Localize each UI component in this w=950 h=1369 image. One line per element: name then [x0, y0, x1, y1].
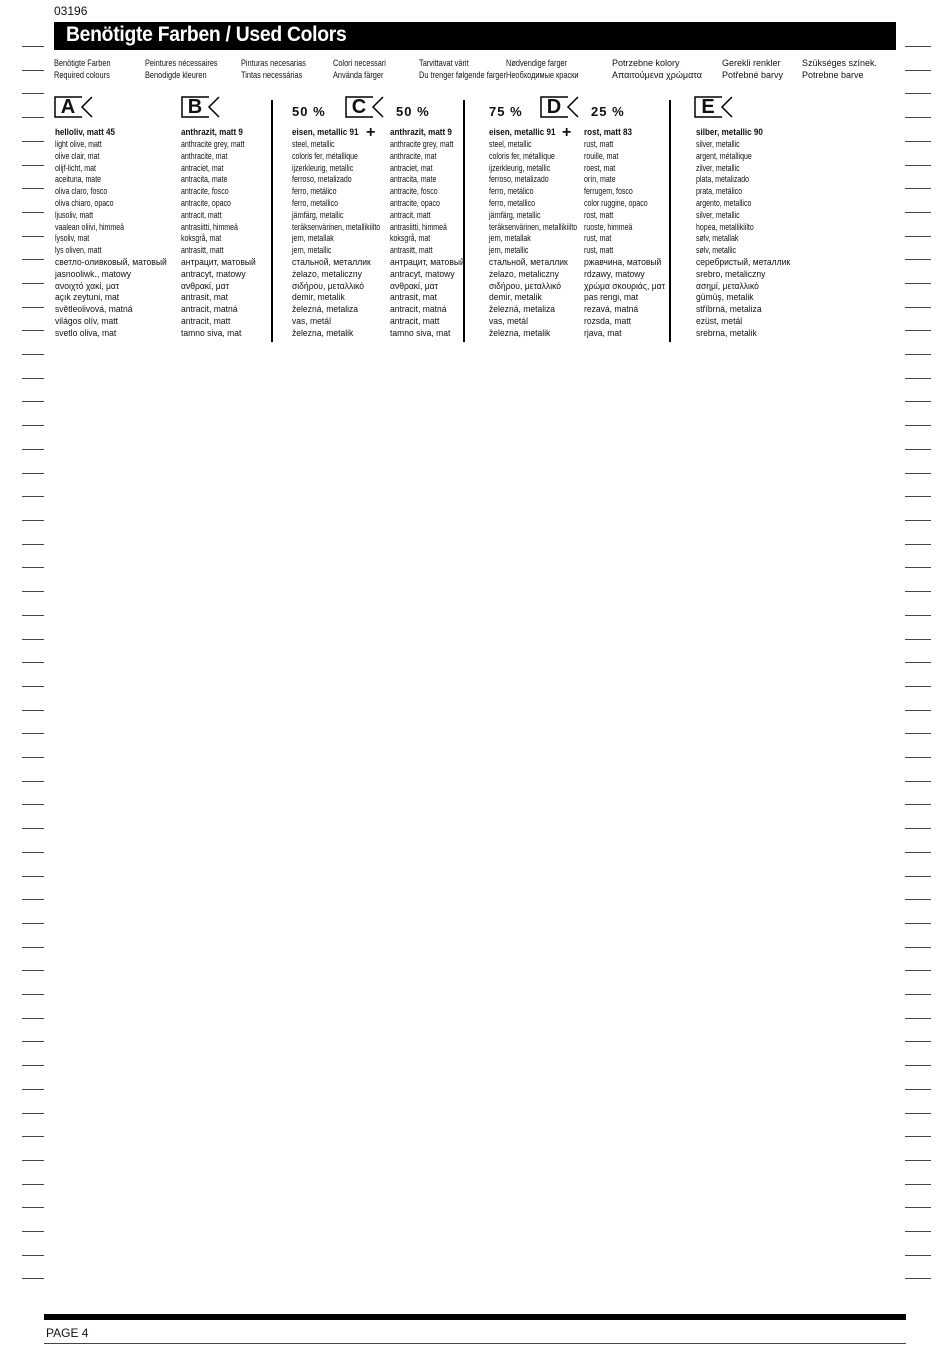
- header-lang-col-8: [722, 57, 783, 81]
- margin-tick: [22, 615, 44, 616]
- margin-tick: [22, 283, 44, 284]
- margin-tick: [905, 283, 931, 284]
- color-translation: coloris fer, métallique: [489, 150, 555, 161]
- color-translation: ferroso, metalizado: [292, 174, 352, 185]
- color-translation: lys oliven, matt: [55, 245, 102, 256]
- color-translation: sølv, metallak: [696, 233, 739, 244]
- header-lang-col-6: [506, 57, 594, 81]
- margin-tick: [22, 686, 44, 687]
- margin-tick: [22, 70, 44, 71]
- margin-tick: [905, 1184, 931, 1185]
- mix-percent-c-left: 50 %: [292, 104, 326, 119]
- margin-tick: [905, 307, 931, 308]
- badge-letter: E: [701, 96, 715, 118]
- margin-tick: [905, 1255, 931, 1256]
- header-lang-text: Required colours: [54, 70, 110, 80]
- margin-tick: [905, 141, 931, 142]
- margin-tick: [905, 639, 931, 640]
- color-translation: antracyt, matowy: [181, 268, 246, 279]
- color-badge-b: [181, 96, 221, 118]
- color-translation: ruoste, himmeä: [584, 221, 633, 232]
- color-translation: antracite, opaco: [181, 197, 231, 208]
- color-translation: rust, matt: [584, 139, 614, 149]
- margin-tick: [22, 165, 44, 166]
- color-translation: argento, metallico: [696, 197, 752, 208]
- color-translation: gümüş, metalik: [696, 292, 754, 303]
- margin-tick: [22, 93, 44, 94]
- margin-tick: [905, 401, 931, 402]
- color-translation: vaalean oliivi, himmeä: [55, 221, 125, 232]
- color-translation: aceituna, mate: [55, 174, 102, 185]
- color-translation: teräksenvärinen, metallikiilto: [489, 221, 578, 232]
- margin-tick: [22, 117, 44, 118]
- margin-tick: [905, 70, 931, 71]
- margin-tick: [22, 1089, 44, 1090]
- color-translation: antrasiitti, himmeä: [390, 221, 447, 232]
- margin-tick: [905, 757, 931, 758]
- margin-tick: [905, 165, 931, 166]
- color-translation: ανθρακί, ματ: [390, 280, 438, 291]
- margin-tick: [905, 876, 931, 877]
- color-translation: világos olív, matt: [55, 315, 119, 326]
- color-translation: demir, metalik: [292, 292, 345, 303]
- color-translation: jern, metallak: [489, 233, 531, 244]
- margin-tick: [22, 1065, 44, 1066]
- margin-tick: [22, 1018, 44, 1019]
- margin-tick: [22, 330, 44, 331]
- margin-tick: [905, 615, 931, 616]
- margin-tick: [22, 757, 44, 758]
- margin-tick: [22, 781, 44, 782]
- margin-tick: [22, 1160, 44, 1161]
- margin-tick: [22, 899, 44, 900]
- color-translation: hopea, metallikiilto: [696, 221, 754, 232]
- color-translation: antrasit, mat: [390, 292, 438, 303]
- color-translation: antrasitt, matt: [390, 245, 433, 256]
- color-badge-c: [345, 96, 385, 118]
- color-translation: železná, metaliza: [489, 304, 556, 315]
- color-translation: rust, matt: [584, 245, 614, 256]
- header-lang-text: Potrzebne kolory: [612, 58, 680, 68]
- margin-tick: [905, 1018, 931, 1019]
- header-lang-text: Tarvittavat värit: [419, 58, 469, 68]
- color-translation: ferro, metálico: [489, 186, 534, 197]
- margin-tick: [22, 1041, 44, 1042]
- margin-tick: [22, 188, 44, 189]
- color-translation: železna, metalik: [292, 327, 354, 338]
- color-badge-d: [540, 96, 580, 118]
- color-translation: açık zeytuni, mat: [55, 292, 120, 303]
- color-translation: olijf-licht, mat: [55, 162, 96, 173]
- margin-tick: [22, 496, 44, 497]
- badge-letter: A: [60, 96, 76, 118]
- color-translation: ljusoliv, matt: [55, 209, 94, 220]
- color-translation: vas, metál: [489, 315, 528, 326]
- color-translation: sølv, metallic: [696, 245, 737, 256]
- color-translation: järnfärg, metallic: [489, 209, 541, 220]
- color-translation: anthracite, mat: [390, 150, 437, 161]
- margin-tick: [905, 188, 931, 189]
- color-badge-e: [694, 96, 734, 118]
- mix-percent-d-right: 25 %: [591, 104, 625, 119]
- color-translation: стальной, металлик: [292, 256, 371, 267]
- color-translation: antraciet, mat: [181, 162, 224, 173]
- color-translation: żelazo, metaliczny: [489, 268, 559, 279]
- color-translation: ανοιχτό χακί, ματ: [55, 280, 120, 291]
- mix-plus-c: +: [366, 124, 376, 141]
- color-translation: antrasitt, matt: [181, 245, 224, 256]
- color-translation: ferroso, metalizado: [489, 174, 549, 185]
- margin-tick: [905, 899, 931, 900]
- margin-tick: [905, 1041, 931, 1042]
- color-translation: antracite, fosco: [181, 186, 229, 197]
- color-translation: ferrugem, fosco: [584, 186, 633, 197]
- color-translation: tamno siva, mat: [181, 327, 242, 338]
- margin-tick: [22, 473, 44, 474]
- margin-tick: [22, 46, 44, 47]
- color-translation: anthracite grey, matt: [181, 139, 245, 149]
- header-lang-text: Colori necessari: [333, 58, 386, 68]
- color-translation: ijzerkleurig, metallic: [489, 162, 551, 173]
- header-lang-text: Potřebné barvy: [722, 70, 784, 80]
- color-translation: silver, metallic: [696, 139, 740, 149]
- color-list-e: [696, 127, 795, 340]
- color-translation: σιδήρου, μεταλλικό: [489, 280, 562, 291]
- margin-tick: [905, 923, 931, 924]
- color-translation: ferro, metálico: [292, 186, 337, 197]
- header-lang-text: Använda färger: [333, 70, 384, 80]
- color-name: eisen, metallic 91: [292, 127, 359, 138]
- color-translation: ijzerkleurig, metallic: [292, 162, 354, 173]
- margin-tick: [905, 852, 931, 853]
- color-translation: järnfärg, metallic: [292, 209, 344, 220]
- header-lang-col-2: [145, 57, 234, 81]
- margin-tick: [905, 828, 931, 829]
- color-translation: oliva claro, fosco: [55, 186, 108, 197]
- color-name: helloliv, matt 45: [55, 127, 115, 138]
- margin-tick: [905, 947, 931, 948]
- margin-tick: [905, 994, 931, 995]
- color-translation: argent, métallique: [696, 150, 752, 161]
- color-name: eisen, metallic 91: [489, 127, 556, 138]
- color-translation: ανθρακί, ματ: [181, 280, 229, 291]
- margin-tick: [905, 496, 931, 497]
- margin-tick: [22, 923, 44, 924]
- margin-tick: [22, 567, 44, 568]
- header-lang-text: Potrebne barve: [802, 70, 864, 80]
- color-translation: стальной, металлик: [489, 256, 568, 267]
- badge-letter: D: [546, 96, 562, 118]
- color-translation: антрацит, матовый: [181, 256, 256, 267]
- color-translation: серебристый, металлик: [696, 256, 791, 267]
- badge-letter: B: [187, 96, 203, 118]
- color-translation: antrasiitti, himmeä: [181, 221, 238, 232]
- color-translation: antraciet, mat: [390, 162, 433, 173]
- color-translation: silver, metallic: [696, 209, 740, 220]
- mix-plus-d: +: [562, 124, 572, 141]
- header-lang-text: Benodigde kleuren: [145, 70, 207, 80]
- color-translation: antracita, mate: [181, 174, 228, 185]
- color-translation: antracite, fosco: [390, 186, 438, 197]
- margin-tick: [905, 544, 931, 545]
- margin-tick: [22, 804, 44, 805]
- color-translation: zilver, metallic: [696, 162, 740, 173]
- color-translation: anthracite, mat: [181, 150, 228, 161]
- margin-tick: [905, 236, 931, 237]
- margin-tick: [22, 520, 44, 521]
- color-translation: lysoliv, mat: [55, 233, 90, 244]
- color-translation: ασημί, μεταλλικό: [696, 280, 759, 291]
- margin-tick: [22, 970, 44, 971]
- color-translation: antracita, mate: [390, 174, 437, 185]
- color-translation: prata, metálico: [696, 186, 743, 197]
- margin-tick: [22, 662, 44, 663]
- color-translation: żelazo, metaliczny: [292, 268, 362, 279]
- margin-tick: [22, 141, 44, 142]
- header-lang-col-7: [612, 57, 702, 81]
- margin-tick: [22, 1136, 44, 1137]
- color-translation: antracit, matná: [390, 304, 447, 315]
- margin-tick: [905, 1089, 931, 1090]
- margin-tick: [22, 591, 44, 592]
- margin-tick: [905, 449, 931, 450]
- margin-tick: [905, 1065, 931, 1066]
- color-translation: srebro, metaliczny: [696, 268, 766, 279]
- title-bar: [54, 22, 896, 50]
- color-translation: steel, metallic: [489, 139, 532, 149]
- column-divider: [271, 100, 273, 342]
- margin-tick: [905, 1113, 931, 1114]
- color-list-c2: [390, 127, 471, 340]
- footer-rule: [44, 1343, 906, 1344]
- margin-tick: [905, 591, 931, 592]
- margin-tick: [905, 1136, 931, 1137]
- color-translation: demir, metalik: [489, 292, 542, 303]
- margin-tick: [22, 947, 44, 948]
- color-translation: светло-оливковый, матовый: [55, 256, 167, 267]
- color-translation: χρώμα σκουριάς, ματ: [584, 280, 665, 291]
- column-divider: [669, 100, 671, 342]
- color-translation: antracit, matt: [181, 315, 231, 326]
- margin-tick: [22, 1113, 44, 1114]
- color-translation: antracit, matt: [181, 209, 222, 220]
- document-number: 03196: [54, 4, 88, 18]
- color-translation: steel, metallic: [292, 139, 335, 149]
- color-translation: stříbrná, metaliza: [696, 304, 762, 315]
- color-translation: rozsda, matt: [584, 315, 632, 326]
- margin-tick: [22, 733, 44, 734]
- header-lang-text: Nødvendige farger: [506, 58, 568, 68]
- margin-tick: [905, 1160, 931, 1161]
- margin-tick: [905, 662, 931, 663]
- mix-percent-d-left: 75 %: [489, 104, 523, 119]
- margin-tick: [22, 852, 44, 853]
- margin-tick: [22, 544, 44, 545]
- margin-tick: [22, 1278, 44, 1279]
- margin-tick: [905, 212, 931, 213]
- margin-tick: [22, 259, 44, 260]
- margin-tick: [22, 1207, 44, 1208]
- header-lang-text: Απαιτούμενα χρώματα: [612, 70, 702, 80]
- margin-tick: [905, 259, 931, 260]
- header-lang-text: Tintas necessárias: [241, 70, 303, 80]
- header-lang-col-3: [241, 57, 320, 81]
- margin-tick: [22, 212, 44, 213]
- color-translation: tamno siva, mat: [390, 327, 451, 338]
- margin-tick: [22, 425, 44, 426]
- color-translation: jern, metallic: [489, 245, 529, 256]
- color-translation: olive clair, mat: [55, 150, 100, 161]
- margin-tick: [22, 401, 44, 402]
- color-badge-a: [54, 96, 94, 118]
- margin-tick: [905, 46, 931, 47]
- color-name: anthrazit, matt 9: [181, 127, 243, 138]
- margin-tick: [22, 1231, 44, 1232]
- color-translation: σιδήρου, μεταλλικό: [292, 280, 365, 291]
- margin-tick: [905, 520, 931, 521]
- color-translation: teräksenvärinen, metallikiilto: [292, 221, 381, 232]
- margin-tick: [905, 330, 931, 331]
- margin-tick: [22, 639, 44, 640]
- color-translation: ferro, metallico: [292, 197, 339, 208]
- color-list-a: [55, 127, 173, 340]
- color-list-d2: [584, 127, 669, 340]
- margin-tick: [905, 473, 931, 474]
- page-number: PAGE 4: [46, 1326, 89, 1340]
- margin-tick: [905, 93, 931, 94]
- color-translation: антрацит, матовый: [390, 256, 465, 267]
- color-translation: železná, metaliza: [292, 304, 359, 315]
- color-translation: vas, metál: [292, 315, 331, 326]
- color-translation: rost, matt: [584, 209, 614, 220]
- color-translation: roest, mat: [584, 162, 616, 173]
- color-translation: světleolivová, matná: [55, 304, 133, 315]
- margin-tick: [22, 876, 44, 877]
- margin-tick: [905, 1278, 931, 1279]
- color-translation: ржавчина, матовый: [584, 256, 662, 267]
- color-translation: rust, mat: [584, 233, 612, 244]
- margin-tick: [22, 1255, 44, 1256]
- margin-tick: [905, 567, 931, 568]
- margin-tick: [22, 449, 44, 450]
- margin-tick: [22, 1184, 44, 1185]
- color-translation: plata, metalizado: [696, 174, 750, 185]
- header-lang-text: Benötigte Farben: [54, 58, 111, 68]
- margin-tick: [905, 804, 931, 805]
- header-lang-col-1: [54, 57, 123, 81]
- badge-letter: C: [351, 96, 367, 118]
- color-translation: srebrna, metalik: [696, 327, 757, 338]
- color-translation: rezavá, matná: [584, 304, 639, 315]
- color-translation: light olive, matt: [55, 139, 102, 149]
- color-list-b: [181, 127, 262, 340]
- color-translation: jern, metallak: [292, 233, 334, 244]
- margin-tick: [22, 236, 44, 237]
- margin-tick: [905, 117, 931, 118]
- margin-tick: [905, 1231, 931, 1232]
- header-lang-text: Gerekli renkler: [722, 58, 781, 68]
- page-title: Benötigte Farben / Used Colors: [66, 23, 347, 46]
- color-translation: železna, metalik: [489, 327, 551, 338]
- margin-tick: [22, 307, 44, 308]
- margin-tick: [905, 970, 931, 971]
- header-lang-col-9: [802, 57, 877, 81]
- margin-tick: [22, 994, 44, 995]
- color-translation: jern, metallic: [292, 245, 332, 256]
- color-name: silber, metallic 90: [696, 127, 763, 138]
- header-lang-text: Необходимые краски: [506, 70, 579, 80]
- color-translation: koksgrå, mat: [390, 233, 431, 244]
- color-translation: anthracite grey, matt: [390, 139, 454, 149]
- color-translation: svetlo oliva, mat: [55, 327, 117, 338]
- header-lang-text: Du trenger følgende farger: [419, 70, 506, 80]
- margin-tick: [22, 710, 44, 711]
- header-lang-col-4: [333, 57, 398, 81]
- color-translation: orín, mate: [584, 174, 616, 185]
- color-translation: jasnooliwk., matowy: [55, 268, 132, 279]
- color-translation: rdzawy, matowy: [584, 268, 645, 279]
- color-translation: antracyt, matowy: [390, 268, 455, 279]
- margin-tick: [22, 378, 44, 379]
- color-translation: ezüst, metál: [696, 315, 743, 326]
- color-translation: color ruggine, opaco: [584, 197, 648, 208]
- color-translation: oliva chiaro, opaco: [55, 197, 114, 208]
- mix-percent-c-right: 50 %: [396, 104, 430, 119]
- margin-tick: [905, 1207, 931, 1208]
- margin-tick: [905, 686, 931, 687]
- margin-tick: [905, 425, 931, 426]
- color-translation: rjava, mat: [584, 327, 622, 338]
- margin-tick: [22, 354, 44, 355]
- color-name: anthrazit, matt 9: [390, 127, 452, 138]
- header-lang-text: Pinturas necesarias: [241, 58, 306, 68]
- margin-tick: [905, 710, 931, 711]
- color-name: rost, matt 83: [584, 127, 633, 138]
- color-translation: antracit, matt: [390, 209, 431, 220]
- header-lang-text: Szükséges színek.: [802, 58, 878, 68]
- margin-tick: [905, 733, 931, 734]
- color-translation: antracit, matt: [390, 315, 440, 326]
- margin-tick: [22, 828, 44, 829]
- color-translation: ferro, metallico: [489, 197, 536, 208]
- color-translation: antracit, matná: [181, 304, 238, 315]
- footer-bar: [44, 1314, 906, 1320]
- margin-tick: [905, 354, 931, 355]
- color-translation: antrasit, mat: [181, 292, 229, 303]
- margin-tick: [905, 781, 931, 782]
- color-translation: pas rengi, mat: [584, 292, 639, 303]
- header-lang-text: Peintures nécessaires: [145, 58, 218, 68]
- color-translation: coloris fer, métallique: [292, 150, 358, 161]
- margin-tick: [905, 378, 931, 379]
- color-translation: rouille, mat: [584, 150, 619, 161]
- color-translation: antracite, opaco: [390, 197, 440, 208]
- color-translation: koksgrå, mat: [181, 233, 222, 244]
- color-list-c1: [292, 127, 405, 340]
